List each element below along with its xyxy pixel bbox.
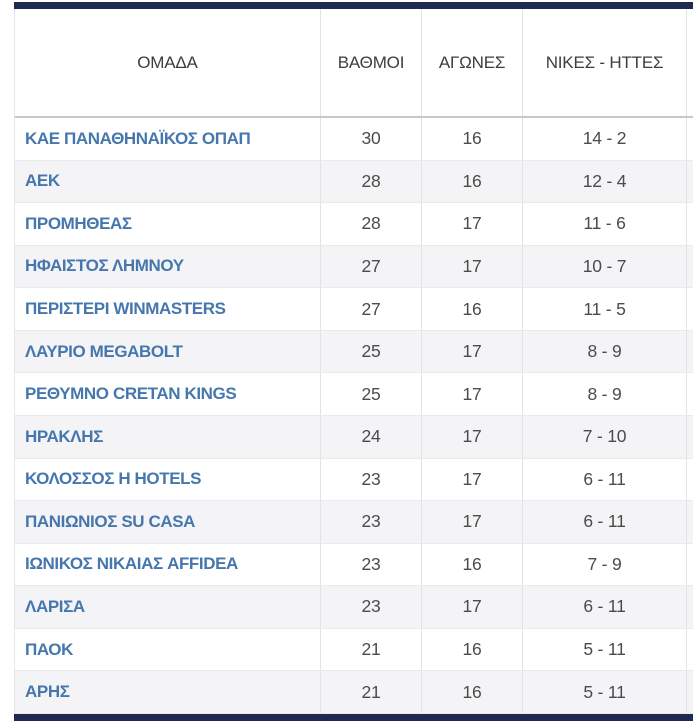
points-cell: 27 (321, 246, 422, 288)
table-header-row (15, 9, 693, 118)
cropped-column-stub (687, 671, 693, 713)
record-cell: 6 - 11 (523, 586, 687, 628)
cropped-column-stub (687, 501, 693, 543)
team-link[interactable]: ΚΟΛΟΣΣΟΣ H HOTELS (15, 459, 321, 501)
cropped-column-stub (687, 246, 693, 288)
games-cell: 16 (422, 118, 523, 160)
team-link[interactable]: ΛΑΥΡΙΟ MEGABOLT (15, 331, 321, 373)
cropped-column-stub (687, 288, 693, 330)
team-link[interactable]: ΠΑΟΚ (15, 629, 321, 671)
points-cell: 23 (321, 459, 422, 501)
table-row (15, 544, 693, 587)
table-body (15, 118, 693, 714)
cropped-column-stub (687, 459, 693, 501)
cropped-column-stub (687, 544, 693, 586)
games-cell: 17 (422, 586, 523, 628)
table-row (15, 459, 693, 502)
points-cell: 25 (321, 331, 422, 373)
table-row (15, 118, 693, 161)
record-cell: 11 - 5 (523, 288, 687, 330)
team-link[interactable]: ΗΦΑΙΣΤΟΣ ΛΗΜΝΟΥ (15, 246, 321, 288)
table-row (15, 331, 693, 374)
points-cell: 21 (321, 671, 422, 713)
record-cell: 11 - 6 (523, 203, 687, 245)
games-cell: 17 (422, 459, 523, 501)
column-header-games: ΑΓΩΝΕΣ (422, 9, 523, 116)
table-row (15, 629, 693, 672)
games-cell: 17 (422, 203, 523, 245)
record-cell: 12 - 4 (523, 161, 687, 203)
games-cell: 17 (422, 501, 523, 543)
games-cell: 16 (422, 161, 523, 203)
table-row (15, 288, 693, 331)
points-cell: 25 (321, 373, 422, 415)
team-link[interactable]: ΠΑΝΙΩΝΙΟΣ SU CASA (15, 501, 321, 543)
cropped-column-stub (687, 331, 693, 373)
cropped-column-stub (687, 586, 693, 628)
games-cell: 16 (422, 288, 523, 330)
games-cell: 16 (422, 544, 523, 586)
table-row (15, 161, 693, 204)
bottom-divider-bar (14, 714, 693, 721)
record-cell: 8 - 9 (523, 331, 687, 373)
table-row (15, 671, 693, 714)
games-cell: 16 (422, 671, 523, 713)
team-link[interactable]: ΠΡΟΜΗΘΕΑΣ (15, 203, 321, 245)
table-row (15, 586, 693, 629)
column-header-team: ΟΜΑΔΑ (15, 9, 321, 116)
record-cell: 8 - 9 (523, 373, 687, 415)
table-row (15, 246, 693, 289)
cropped-column-stub (687, 203, 693, 245)
points-cell: 23 (321, 501, 422, 543)
points-cell: 23 (321, 586, 422, 628)
team-link[interactable]: ΡΕΘΥΜΝΟ CRETAN KINGS (15, 373, 321, 415)
games-cell: 17 (422, 246, 523, 288)
games-cell: 17 (422, 373, 523, 415)
points-cell: 27 (321, 288, 422, 330)
team-link[interactable]: ΠΕΡΙΣΤΕΡΙ WINMASTERS (15, 288, 321, 330)
cropped-column-stub (687, 373, 693, 415)
cropped-column-stub (687, 161, 693, 203)
table-row (15, 373, 693, 416)
table-row (15, 203, 693, 246)
team-link[interactable]: ΑΕΚ (15, 161, 321, 203)
column-header-cropped-stub (687, 9, 693, 116)
cropped-column-stub (687, 416, 693, 458)
top-divider-bar (14, 2, 693, 9)
column-header-record: ΝΙΚΕΣ - ΗΤΤΕΣ (523, 9, 687, 116)
table-row (15, 501, 693, 544)
record-cell: 7 - 9 (523, 544, 687, 586)
record-cell: 14 - 2 (523, 118, 687, 160)
games-cell: 17 (422, 331, 523, 373)
games-cell: 16 (422, 629, 523, 671)
cropped-column-stub (687, 629, 693, 671)
team-link[interactable]: ΚΑΕ ΠΑΝΑΘΗΝΑΪΚΟΣ ΟΠΑΠ (15, 118, 321, 160)
record-cell: 6 - 11 (523, 459, 687, 501)
games-cell: 17 (422, 416, 523, 458)
record-cell: 5 - 11 (523, 629, 687, 671)
points-cell: 24 (321, 416, 422, 458)
team-link[interactable]: ΗΡΑΚΛΗΣ (15, 416, 321, 458)
record-cell: 6 - 11 (523, 501, 687, 543)
column-header-points: ΒΑΘΜΟΙ (321, 9, 422, 116)
record-cell: 7 - 10 (523, 416, 687, 458)
points-cell: 28 (321, 161, 422, 203)
standings-table (14, 9, 693, 714)
team-link[interactable]: ΛΑΡΙΣΑ (15, 586, 321, 628)
points-cell: 28 (321, 203, 422, 245)
record-cell: 10 - 7 (523, 246, 687, 288)
team-link[interactable]: ΙΩΝΙΚΟΣ ΝΙΚΑΙΑΣ AFFIDEA (15, 544, 321, 586)
points-cell: 23 (321, 544, 422, 586)
table-row (15, 416, 693, 459)
points-cell: 30 (321, 118, 422, 160)
cropped-column-stub (687, 118, 693, 160)
record-cell: 5 - 11 (523, 671, 687, 713)
team-link[interactable]: ΑΡΗΣ (15, 671, 321, 713)
points-cell: 21 (321, 629, 422, 671)
